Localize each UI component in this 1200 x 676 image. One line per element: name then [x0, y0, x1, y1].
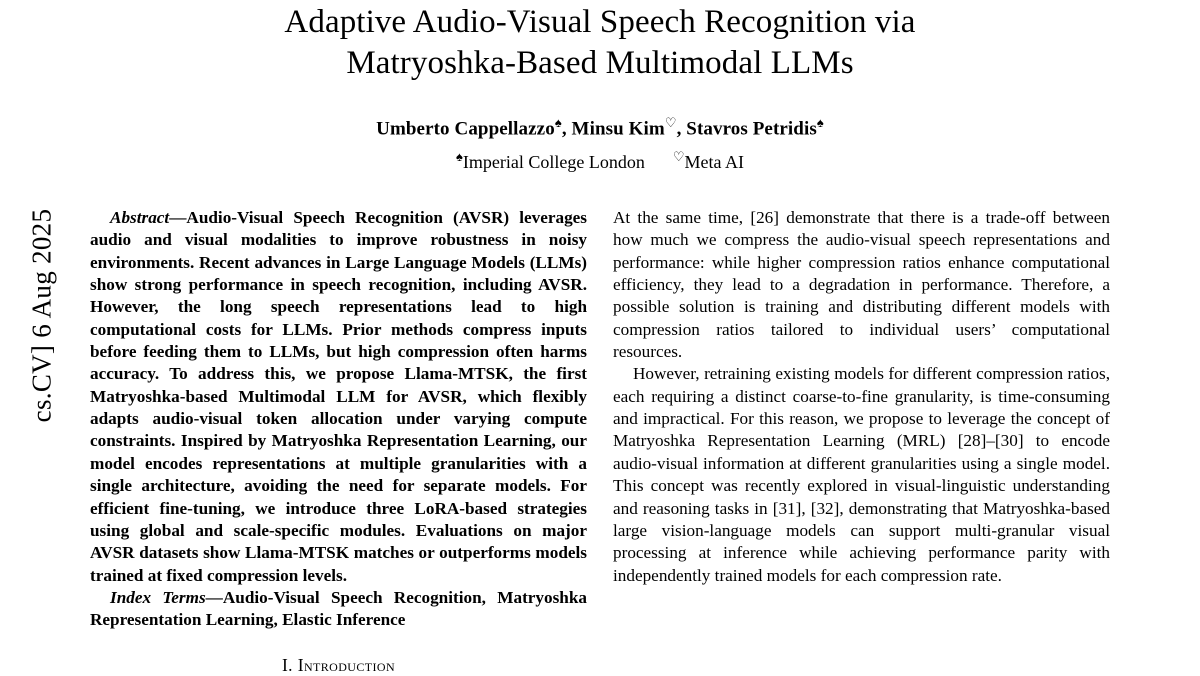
author-2-affil-marker: ♡ — [664, 114, 677, 130]
left-column — [90, 207, 587, 676]
author-2-name: Minsu Kim — [571, 117, 665, 139]
abstract-paragraph — [90, 207, 587, 587]
author-1-name: Umberto Cappellazzo — [376, 117, 555, 139]
author-separator-2: , — [676, 117, 687, 139]
affiliation-1: Imperial College London — [462, 151, 645, 172]
body-columns — [90, 207, 1110, 676]
section-title: Introduction — [297, 654, 396, 675]
title-line-2: Matryoshka-Based Multimodal LLMs — [346, 45, 854, 82]
author-list — [90, 115, 1110, 140]
index-terms-dash: — — [205, 587, 223, 607]
right-paragraph-1: At the same time, [26] demonstrate that there is a trade-off between how much we compress the audio-visual speech representations and performance: while higher compression ratios enhance computational efficiency, they lead to a degradation in performance. Therefore, a possible solution is training and distributing different models with compression ratios tailored to individual users’ computational resources. — [613, 207, 1110, 361]
title-line-1: Adaptive Audio-Visual Speech Recognition via — [284, 4, 916, 40]
page-title — [90, 0, 1110, 85]
author-separator-1: , — [561, 117, 572, 139]
right-paragraph-2: However, retraining existing models for different compression ratios, each requiring a distinct coarse-to-fine granularity, is time-consuming and impractical. For this reason, we propose to leverage the concept of Matryoshka Representation Learning (MRL) [28]–[30] to encode audio-visual information at different granularities using a single model. This concept was recently explored in visual-linguistic understanding and reasoning tasks in [31], [32], demonstrating that Matryoshka-based large vision-language models can support multi-granular visual processing at inference while achieving performance parity with independently trained models for each compression rate. — [613, 364, 1110, 585]
author-1-affil-marker: ♠ — [554, 114, 562, 130]
abstract-body: Audio-Visual Speech Recognition (AVSR) leverages audio and visual modalities to improve robustness in noisy environments. Recent advances in Large Language Models (LLMs) show strong performance in speech recognition, including AVSR. However, the long speech representations lead to high computational costs for LLMs. Prior methods compress inputs before feeding them to LLMs, but high compression often harms accuracy. To address this, we propose Llama-MTSK, the first Matryoshka-based Multimodal LLM for AVSR, which flexibly adapts audio-visual token allocation under varying compute constraints. Inspired by Matryoshka Representation Learning, our model encodes representations at multiple granularities with a single architecture, avoiding the need for separate models. For efficient fine-tuning, we introduce three LoRA-based strategies using global and scale-specific modules. Evaluations on major AVSR datasets show Llama-MTSK matches or outperforms models trained at fixed compression levels. — [90, 207, 587, 585]
arxiv-stamp: cs.CV] 6 Aug 2025 — [26, 208, 57, 423]
section-heading-introduction — [90, 654, 587, 676]
author-3-affil-marker: ♠ — [816, 114, 824, 130]
affiliation-list — [90, 149, 1110, 173]
index-terms-paragraph — [90, 587, 587, 632]
abstract-dash: — — [169, 207, 187, 227]
abstract-label: Abstract — [110, 207, 170, 227]
right-column — [613, 207, 1110, 676]
section-number: I. — [281, 654, 293, 675]
index-terms-label: Index Terms — [110, 587, 206, 607]
paper-page — [90, 0, 1110, 675]
affiliation-2: Meta AI — [684, 151, 744, 172]
affiliation-2-marker: ♡ — [672, 148, 685, 164]
affiliation-1-marker: ♠ — [456, 148, 463, 164]
author-3-name: Stavros Petridis — [686, 117, 817, 139]
index-terms-body: Audio-Visual Speech Recognition, Matryoshka Representation Learning, Elastic Inference — [90, 587, 588, 630]
